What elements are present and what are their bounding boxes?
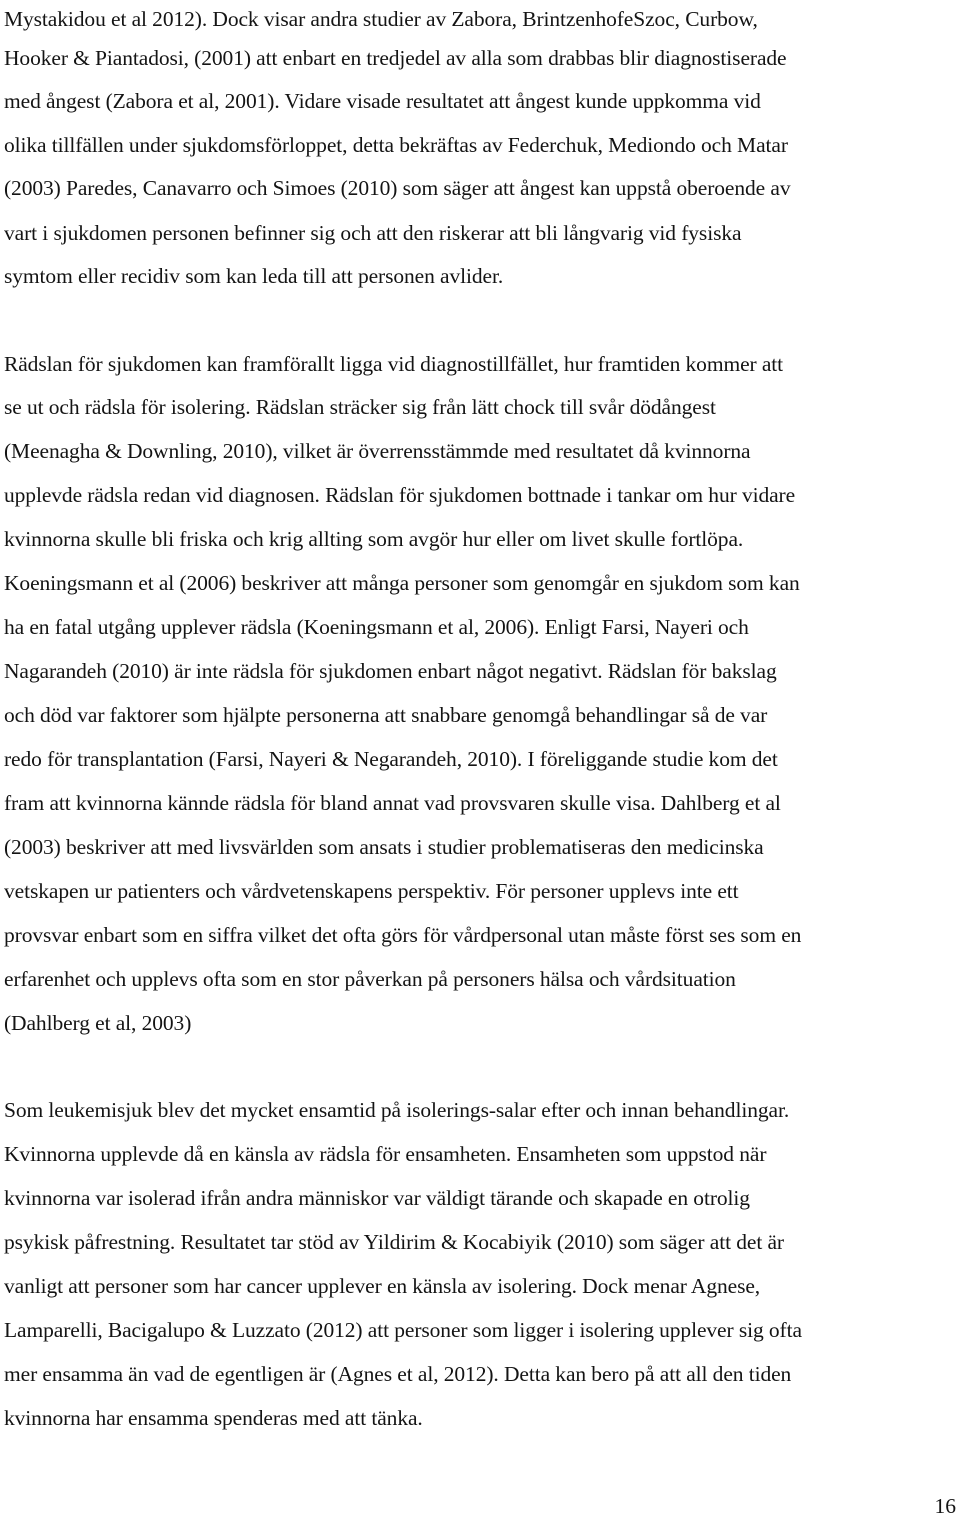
text-line: upplevde rädsla redan vid diagnosen. Rädslan för sjukdomen bottnade i tankar om hur vidare: [4, 483, 796, 507]
text-line: (2003) beskriver att med livsvärlden som ansats i studier problematiseras den medicinska: [4, 835, 764, 859]
text-line: kvinnorna skulle bli friska och krig allting som avgör hur eller om livet skulle fortlöpa.: [4, 527, 744, 551]
text-line: (2003) Paredes, Canavarro och Simoes (2010) som säger att ångest kan uppstå oberoende av: [4, 176, 791, 200]
page-number: 16: [934, 1494, 956, 1518]
text-line: (Dahlberg et al, 2003): [4, 1011, 192, 1035]
text-line: fram att kvinnorna kännde rädsla för bland annat vad provsvaren skulle visa. Dahlberg et al: [4, 791, 781, 815]
text-line: psykisk påfrestning. Resultatet tar stöd av Yildirim & Kocabiyik (2010) som säger att det är: [4, 1230, 784, 1254]
text-line: vetskapen ur patienters och vårdvetenskapens perspektiv. För personer upplevs inte ett: [4, 879, 739, 903]
text-line: erfarenhet och upplevs ofta som en stor påverkan på personers hälsa och vårdsituation: [4, 967, 736, 991]
text-line: Som leukemisjuk blev det mycket ensamtid på isolerings-salar efter och innan behandlingar.: [4, 1098, 790, 1122]
text-line: Koeningsmann et al (2006) beskriver att många personer som genomgår en sjukdom som kan: [4, 571, 800, 595]
text-line: med ångest (Zabora et al, 2001). Vidare visade resultatet att ångest kunde uppkomma vid: [4, 89, 761, 113]
text-line: Lamparelli, Bacigalupo & Luzzato (2012) att personer som ligger i isolering upplever sig ofta: [4, 1318, 802, 1342]
text-line: Nagarandeh (2010) är inte rädsla för sjukdomen enbart något negativt. Rädslan för bakslag: [4, 659, 777, 683]
text-line: olika tillfällen under sjukdomsförloppet, detta bekräftas av Federchuk, Mediondo och Matar: [4, 133, 788, 157]
text-line: se ut och rädsla för isolering. Rädslan sträcker sig från lätt chock till svår dödångest: [4, 395, 716, 419]
text-line: Hooker & Piantadosi, (2001) att enbart en tredjedel av alla som drabbas blir diagnostiserade: [4, 46, 787, 70]
text-line: Rädslan för sjukdomen kan framförallt ligga vid diagnostillfället, hur framtiden kommer att: [4, 352, 784, 376]
text-line: Kvinnorna upplevde då en känsla av rädsla för ensamheten. Ensamheten som uppstod när: [4, 1142, 767, 1166]
text-line: kvinnorna har ensamma spenderas med att tänka.: [4, 1406, 423, 1430]
text-line: (Meenagha & Downling, 2010), vilket är överrensstämmde med resultatet då kvinnorna: [4, 439, 751, 463]
text-line: mer ensamma än vad de egentligen är (Agnes et al, 2012). Detta kan bero på att all den tiden: [4, 1362, 792, 1386]
text-line: Mystakidou et al 2012). Dock visar andra studier av Zabora, BrintzenhofeSzoc, Curbow,: [4, 7, 758, 31]
text-line: och död var faktorer som hjälpte personerna att snabbare genomgå behandlingar så de var: [4, 703, 768, 727]
text-line: ha en fatal utgång upplever rädsla (Koeningsmann et al, 2006). Enligt Farsi, Nayeri och: [4, 615, 749, 639]
text-line: redo för transplantation (Farsi, Nayeri & Negarandeh, 2010). I föreliggande studie kom det: [4, 747, 778, 771]
text-line: kvinnorna var isolerad ifrån andra människor var väldigt tärande och skapade en otrolig: [4, 1186, 750, 1210]
text-line: symtom eller recidiv som kan leda till att personen avlider.: [4, 264, 504, 288]
text-line: vart i sjukdomen personen befinner sig och att den riskerar att bli långvarig vid fysiska: [4, 221, 742, 245]
text-line: vanligt att personer som har cancer upplever en känsla av isolering. Dock menar Agnese,: [4, 1274, 761, 1298]
text-line: provsvar enbart som en siffra vilket det ofta görs för vårdpersonal utan måste först ses som en: [4, 923, 802, 947]
